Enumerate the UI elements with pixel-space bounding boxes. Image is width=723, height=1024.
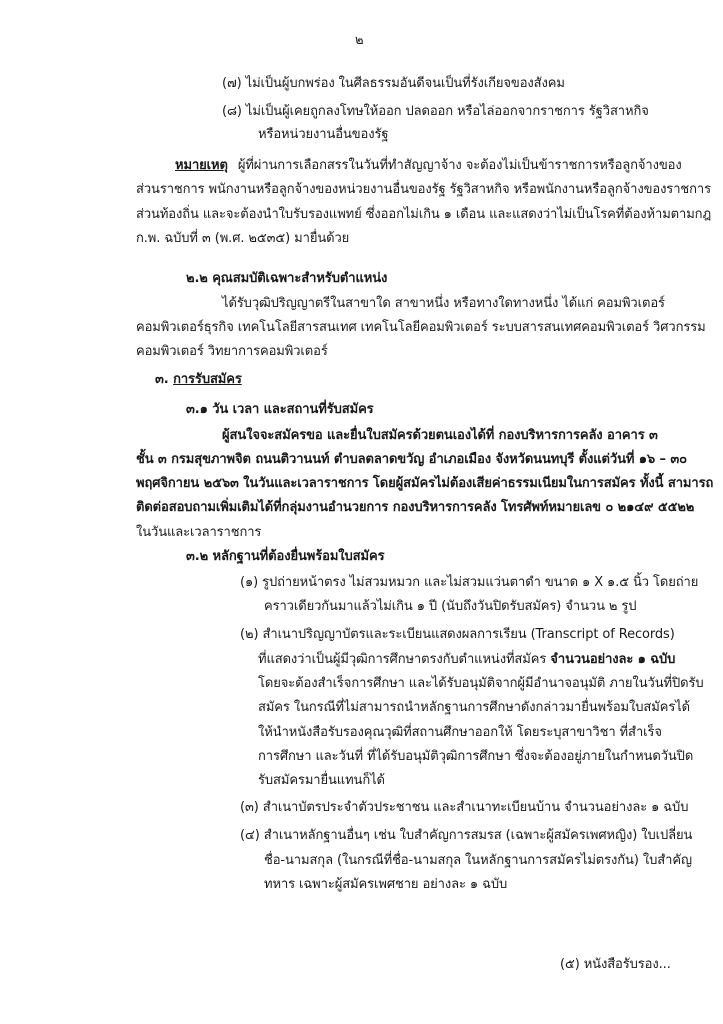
evidence-item-4-line-2: ชื่อ-นามสกุล (ในกรณีที่ชื่อ-นามสกุล ในหลักฐานการสมัครไม่ตรงกัน) ใบสำคัญ xyxy=(264,853,692,868)
note-text-1: ผู้ที่ผ่านการเลือกสรรในวันที่ทำสัญญาจ้าง จะต้องไม่เป็นข้าราชการหรือลูกจ้างของ xyxy=(237,158,682,173)
evidence-item-2-line-7: รับสมัครมายื่นแทนก็ได้ xyxy=(258,773,385,788)
evidence-item-2-line-5: ให้นำหนังสือรับรองคุณวุฒิที่สถานศึกษาออกให้ โดยระบุสาขาวิชา ที่สำเร็จ xyxy=(258,725,662,740)
evidence-item-2-line-1: (๒) สำเนาปริญญาบัตรและระเบียนแสดงผลการเรียน (Transcript of Records) xyxy=(240,627,675,642)
evidence-item-3: (๓) สำเนาบัตรประจำตัวประชาชน และสำเนาทะเบียนบ้าน จำนวนอย่างละ ๑ ฉบับ xyxy=(240,800,689,815)
evidence-item-1-line-1: (๑) รูปถ่ายหน้าตรง ไม่สวมหมวก และไม่สวมแว่นตาดำ ขนาด ๑ X ๑.๕ นิ้ว โดยถ่าย xyxy=(240,575,699,590)
section-2-2-line-2: คอมพิวเตอร์ธุรกิจ เทคโนโลยีสารสนเทศ เทคโนโลยีคอมพิวเตอร์ ระบบสารสนเทศคอมพิวเตอร์ วิศวกรรม xyxy=(136,320,706,335)
qualification-item-7: (๗) ไม่เป็นผู้บกพร่อง ในศีลธรรมอันดีจนเป็นที่รังเกียจของสังคม xyxy=(222,76,565,91)
section-3-1-line-2: ชั้น ๓ กรมสุขภาพจิต ถนนติวานนท์ ตำบลตลาดขวัญ อำเภอเมือง จังหวัดนนทบุรี ตั้งแต่วันที่ ๑๖ – ๓๐ xyxy=(136,452,687,467)
evidence-item-1-line-2: คราวเดียวกันมาแล้วไม่เกิน ๑ ปี (นับถึงวันปิดรับสมัคร) จำนวน ๒ รูป xyxy=(264,599,637,614)
qualification-item-8-line-2: หรือหน่วยงานอื่นของรัฐ xyxy=(258,127,389,142)
note-line-1 xyxy=(175,158,682,174)
section-3-1-heading: ๓.๑ วัน เวลา และสถานที่รับสมัคร xyxy=(186,402,374,417)
continuation-text: (๕) หนังสือรับรอง... xyxy=(560,957,671,972)
evidence-item-2-line-2 xyxy=(258,652,675,668)
evidence-item-4-line-3: ทหาร เฉพาะผู้สมัครเพศชาย อย่างละ ๑ ฉบับ xyxy=(264,877,508,892)
note-line-4: ก.พ. ฉบับที่ ๓ (พ.ศ. ๒๕๓๕) มายื่นด้วย xyxy=(136,231,350,246)
section-2-2-heading: ๒.๒ คุณสมบัติเฉพาะสำหรับตำแหน่ง xyxy=(186,271,388,286)
evidence-item-2-line-4: สมัคร ในกรณีที่ไม่สามารถนำหลักฐานการศึกษาดังกล่าวมายื่นพร้อมใบสมัครได้ xyxy=(258,700,690,715)
section-3-1-line-4: ติดต่อสอบถามเพิ่มเติมได้ที่กลุ่มงานอำนวยการ กองบริหารการคลัง โทรศัพท์หมายเลข ๐ ๒๑๔๙ ๕๕๒๒ xyxy=(136,500,695,515)
section-2-2-line-3: คอมพิวเตอร์ วิทยาการคอมพิวเตอร์ xyxy=(136,344,328,359)
section-3-number: ๓. xyxy=(155,372,169,387)
section-3-1-line-1: ผู้สนใจจะสมัครขอ และยื่นใบสมัครด้วยตนเองได้ที่ กองบริหารการคลัง อาคาร ๓ xyxy=(222,428,658,443)
section-3-title: การรับสมัคร xyxy=(173,372,242,387)
page-number: ๒ xyxy=(355,33,364,48)
evidence-item-4-line-1: (๔) สำเนาหลักฐานอื่นๆ เช่น ใบสำคัญการสมรส (เฉพาะผู้สมัครเพศหญิง) ใบเปลี่ยน xyxy=(240,828,693,843)
evidence-item-2-quantity: จำนวนอย่างละ ๑ ฉบับ xyxy=(550,652,676,667)
section-2-2-line-1: ได้รับวุฒิปริญญาตรีในสาขาใด สาขาหนึ่ง หรือทางใดทางหนึ่ง ได้แก่ คอมพิวเตอร์ xyxy=(222,296,665,311)
qualification-item-8-line-1: (๘) ไม่เป็นผู้เคยถูกลงโทษให้ออก ปลดออก หรือไล่ออกจากราชการ รัฐวิสาหกิจ xyxy=(222,104,649,119)
section-3-1-line-3: พฤศจิกายน ๒๕๖๓ ในวันและเวลาราชการ โดยผู้สมัครไม่ต้องเสียค่าธรรมเนียมในการสมัคร ทั้งนี้ สามารถ xyxy=(136,476,714,491)
section-3-2-heading: ๓.๒ หลักฐานที่ต้องยื่นพร้อมใบสมัคร xyxy=(186,549,385,564)
note-label: หมายเหตุ xyxy=(175,158,228,173)
section-3-1-line-5: ในวันและเวลาราชการ xyxy=(136,525,262,540)
evidence-item-2-line-3: โดยจะต้องสำเร็จการศึกษา และได้รับอนุมัติจากผู้มีอำนาจอนุมัติ ภายในวันที่ปิดรับ xyxy=(258,676,704,691)
evidence-item-2-text: ที่แสดงว่าเป็นผู้มีวุฒิการศึกษาตรงกับตำแหน่งที่สมัคร xyxy=(258,652,547,667)
note-line-2: ส่วนราชการ พนักงานหรือลูกจ้างของหน่วยงานอื่นของรัฐ รัฐวิสาหกิจ หรือพนักงานหรือลูกจ้างของราชการ xyxy=(136,182,711,197)
evidence-item-2-line-6: การศึกษา และวันที่ ที่ได้รับอนุมัติวุฒิการศึกษา ซึ่งจะต้องอยู่ภายในกำหนดวันปิด xyxy=(258,749,694,764)
note-line-3: ส่วนท้องถิ่น และจะต้องนำใบรับรองแพทย์ ซึ่งออกไม่เกิน ๑ เดือน และแสดงว่าไม่เป็นโรคที่ต้องห้ามตามกฎ xyxy=(136,207,712,222)
section-3-heading xyxy=(155,372,242,388)
